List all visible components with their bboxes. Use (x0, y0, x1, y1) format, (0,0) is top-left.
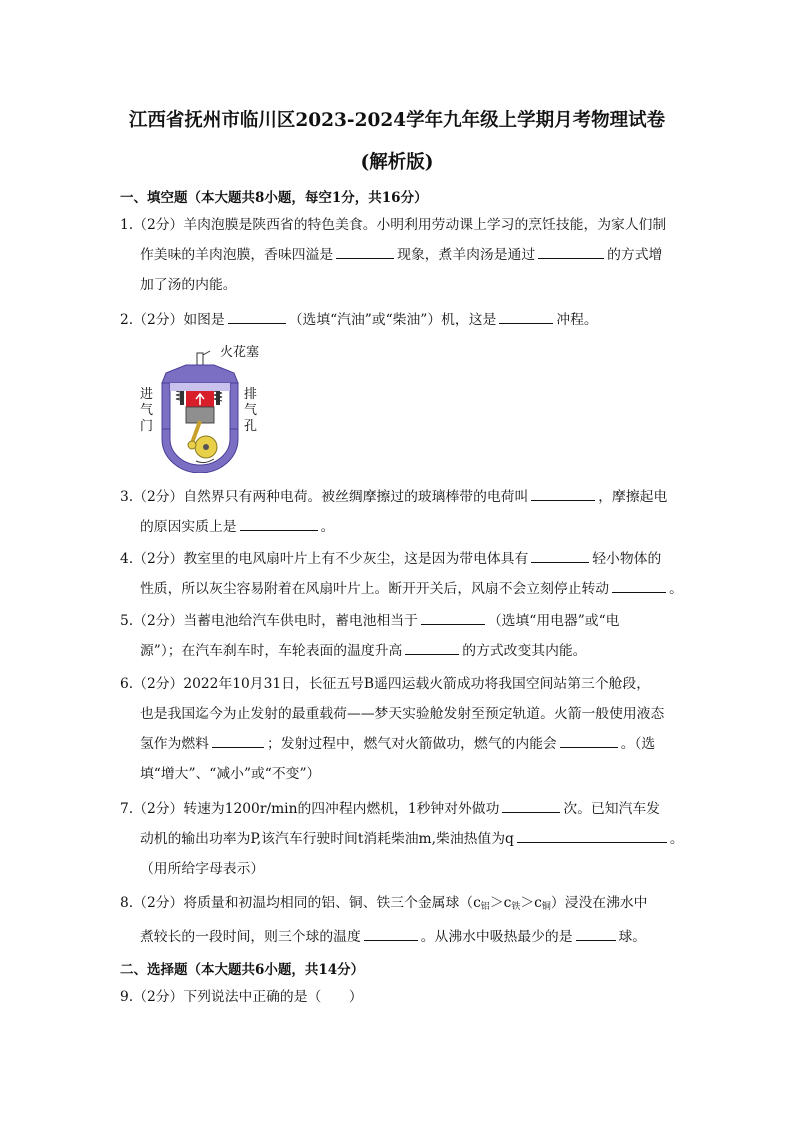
question-4-line2: 性质，所以灰尘容易附着在风扇叶片上。断开开关后，风扇不会立刻停止转动 。 (120, 574, 690, 604)
question-2 (120, 305, 690, 335)
question-5 (120, 606, 690, 666)
question-7 (120, 794, 690, 884)
question-5-line1: 5.（2分）当蓄电池给汽车供电时，蓄电池相当于 （选填“用电器”或“电 (120, 606, 690, 636)
question-7-line3: （用所给字母表示） (140, 861, 265, 877)
question-7-line2: 动机的输出功率为P,该汽车行驶时间t消耗柴油m,柴油热值为q 。 (120, 824, 690, 854)
question-6-line2: 也是我国迄今为止发射的最重载荷——梦天实验舱发射至预定轨道。火箭一般使用液态 (140, 706, 665, 722)
question-3-line2: 的原因实质上是 。 (120, 512, 690, 542)
answer-blank[interactable] (336, 244, 394, 259)
answer-blank[interactable] (612, 578, 666, 593)
answer-blank[interactable] (499, 309, 553, 324)
question-1-line2: 作美味的羊肉泡膜，香味四溢是 现象，煮羊肉汤是通过 的方式增 (120, 240, 690, 270)
question-5-line2: 源”）；在汽车刹车时，车轮表面的温度升高 的方式改变其内能。 (120, 636, 690, 666)
spark-plug-label: 火花塞 (220, 345, 260, 360)
intake-valve-label: 进气门 (140, 387, 154, 434)
question-6-line4: 填“增大”、“减小”或“不变”） (140, 766, 321, 782)
answer-blank[interactable] (228, 309, 286, 324)
question-1-line3: 加了汤的内能。 (140, 277, 237, 293)
exhaust-port-label: 排气孔 (244, 387, 258, 434)
engine-diagram (140, 343, 270, 473)
answer-blank[interactable] (364, 926, 418, 941)
answer-blank[interactable] (531, 486, 595, 501)
section-fill-in-heading: 一、填空题（本大题共8小题，每空1分，共16分） (120, 190, 428, 206)
answer-blank[interactable] (576, 926, 616, 941)
question-8-line1: 8.（2分）将质量和初温均相同的铝、铜、铁三个金属球$(c_铝>c_铁>c_铜)$浸没在沸水中 (120, 895, 648, 912)
question-1 (120, 210, 690, 300)
answer-blank[interactable] (531, 548, 589, 563)
question-7-line1: 7.（2分）转速为1200r/min的四冲程内燃机，1秒钟对外做功 次。已知汽车发 (120, 794, 690, 824)
question-8 (120, 888, 690, 952)
question-9-line1: 9.（2分）下列说法中正确的是（ ） (120, 989, 363, 1005)
question-3 (120, 482, 690, 542)
answer-blank[interactable] (538, 244, 604, 259)
question-6-line3: 氢作为燃料 ；发射过程中，燃气对火箭做功，燃气的内能会 。（选 (120, 729, 690, 759)
answer-blank[interactable] (560, 733, 618, 748)
question-8-line2: 煮较长的一段时间，则三个球的温度 。从沸水中吸热最少的是 球。 (120, 922, 690, 952)
question-6 (120, 669, 690, 789)
question-9 (120, 982, 690, 1012)
answer-blank[interactable] (502, 798, 560, 813)
answer-blank[interactable] (421, 610, 485, 625)
answer-blank[interactable] (212, 733, 264, 748)
answer-blank[interactable] (405, 640, 459, 655)
question-4-line1: 4.（2分）教室里的电风扇叶片上有不少灰尘，这是因为带电体具有 轻小物体的 (120, 544, 690, 574)
section-choice-heading: 二、选择题（本大题共6小题，共14分） (120, 962, 365, 978)
question-4 (120, 544, 690, 604)
exam-subtitle: (解析版) (360, 152, 434, 173)
question-3-line1: 3.（2分）自然界只有两种电荷。被丝绸摩擦过的玻璃棒带的电荷叫 ，摩擦起电 (120, 482, 690, 512)
question-1-line1: 1.（2分）羊肉泡膜是陕西省的特色美食。小明利用劳动课上学习的烹饪技能，为家人们制 (120, 217, 667, 233)
question-6-line1: 6.（2分）2022年10月31日，长征五号B遥四运载火箭成功将我国空间站第三个舱段， (120, 676, 651, 692)
exam-title: 江西省抚州市临川区2023-2024学年九年级上学期月考物理试卷 (128, 110, 666, 131)
answer-blank[interactable] (517, 828, 667, 843)
question-2-line1: 2.（2分）如图是 （选填“汽油”或“柴油”）机，这是 冲程。 (120, 305, 690, 335)
answer-blank[interactable] (240, 516, 318, 531)
